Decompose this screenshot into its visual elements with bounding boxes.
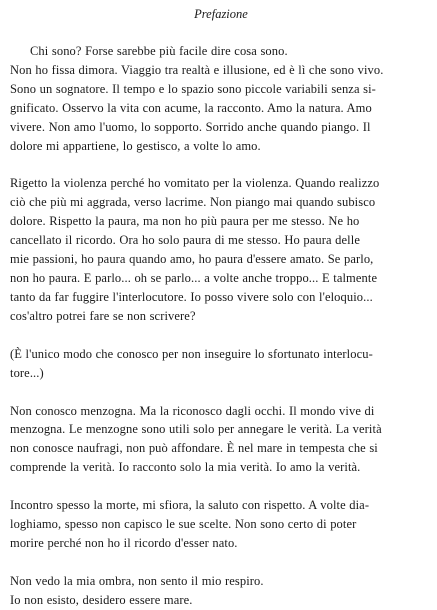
paragraph-spacer (10, 155, 432, 174)
paragraph-spacer (10, 326, 432, 345)
paragraph-6 (10, 572, 432, 610)
text-line: Rigetto la violenza perché ho vomitato per la violenza. Quando realizzo (10, 176, 380, 191)
text-line: Io non esisto, desidero essere mare. (10, 592, 193, 607)
paragraph-1 (10, 42, 432, 155)
text-line: comprende la verità. Io racconto solo la mia verità. Io amo la verità. (10, 460, 361, 475)
paragraph-5 (10, 496, 432, 553)
text-line: non conosce naufragi, non può affondare. È nel mare in tempesta che si (10, 441, 378, 456)
page-title: Prefazione (194, 7, 248, 21)
text-line: Non conosco menzogna. Ma la riconosco dagli occhi. Il mondo vive di (10, 403, 375, 418)
text-line: mie passioni, ho paura quando amo, ho paura d'essere amato. Se parlo, (10, 252, 374, 267)
text-line: morire perché non ho il ricordo d'esser nato. (10, 535, 238, 550)
text-line: Chi sono? Forse sarebbe più facile dire cosa sono. (30, 44, 288, 58)
paragraph-4 (10, 402, 432, 478)
text-line: tanto da far fuggire l'interlocutore. Io posso vivere solo con l'eloquio... (10, 289, 373, 304)
document-page (10, 6, 432, 610)
text-line: Incontro spesso la morte, mi sfiora, la saluto con rispetto. A volte dia- (10, 498, 370, 513)
text-line: ciò che più mi aggrada, verso lacrime. Non piango mai quando subisco (10, 195, 376, 210)
text-line: gnificato. Osservo la vita con acume, la racconto. Amo la natura. Amo (10, 100, 372, 115)
text-line: Non vedo la mia ombra, non sento il mio respiro. (10, 573, 264, 588)
text-line: menzogna. Le menzogne sono utili solo per annegare le verità. La verità (10, 422, 382, 437)
paragraph-spacer (10, 383, 432, 402)
preface-body (10, 42, 432, 610)
text-line: Sono un sognatore. Il tempo e lo spazio sono piccole variabili senza si- (10, 81, 376, 96)
paragraph-spacer (10, 477, 432, 496)
paragraph-spacer (10, 553, 432, 572)
text-line: non ho paura. E parlo... oh se parlo... a volte anche troppo... E talmente (10, 270, 378, 285)
text-line: dolore. Rispetto la paura, ma non ho più paura per me stesso. Ne ho (10, 214, 360, 229)
text-line: Non ho fissa dimora. Viaggio tra realtà e illusione, ed è lì che sono vivo. (10, 62, 384, 77)
text-line: vivere. Non amo l'uomo, lo sopporto. Sorrido anche quando piango. Il (10, 119, 371, 134)
text-line: cos'altro potrei fare se non scrivere? (10, 308, 196, 323)
paragraph-3 (10, 345, 432, 383)
text-line: tore...) (10, 365, 44, 380)
paragraph-2 (10, 174, 432, 325)
text-line: (È l'unico modo che conosco per non inseguire lo sfortunato interlocu- (10, 346, 373, 361)
text-line: cancellato il ricordo. Ora ho solo paura di me stesso. Ho paura delle (10, 233, 360, 248)
text-line: loghiamo, spesso non capisco le sue scelte. Non sono certo di poter (10, 517, 357, 532)
text-line: dolore mi appartiene, lo gestisco, a volte lo amo. (10, 138, 261, 153)
